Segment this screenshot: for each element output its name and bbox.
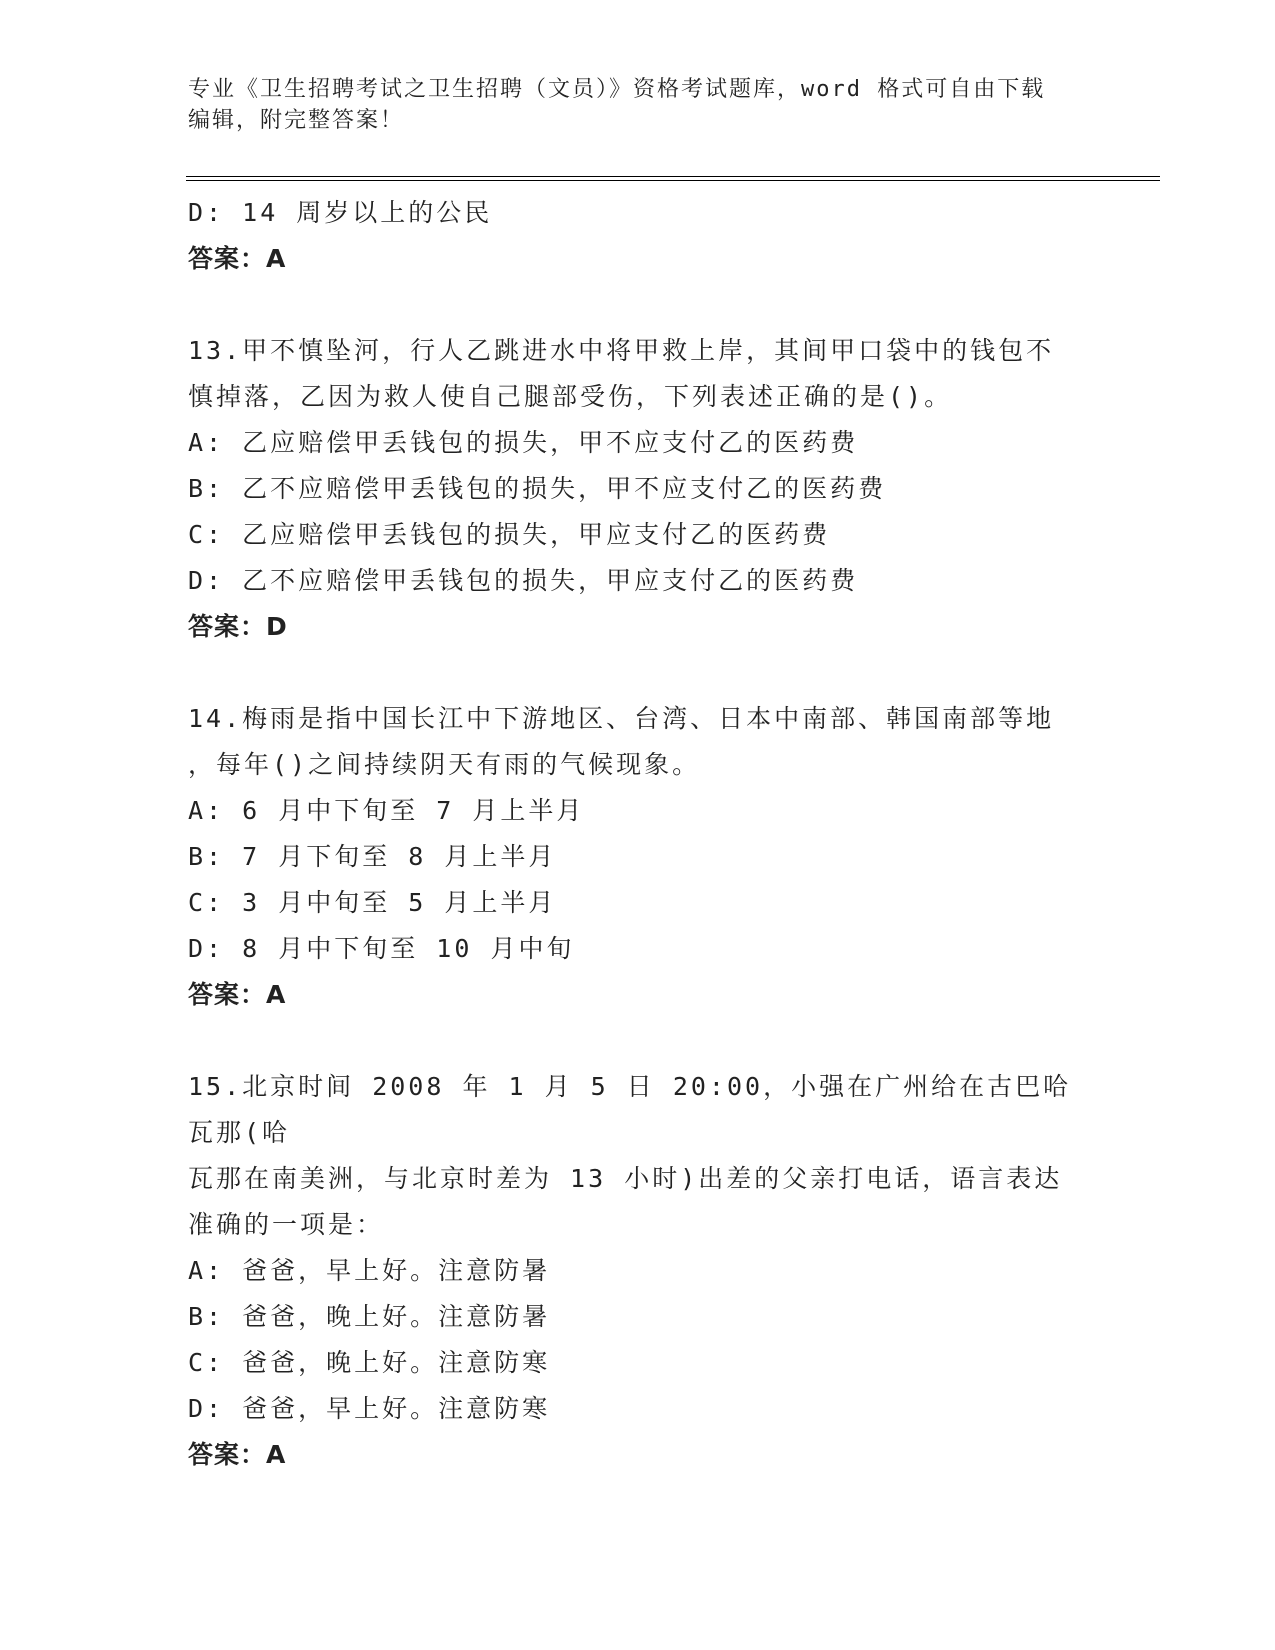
option-c: C: 爸爸，晚上好。注意防寒	[188, 1348, 551, 1377]
previous-question-tail	[188, 190, 1108, 282]
option-d: D: 乙不应赔偿甲丢钱包的损失，甲应支付乙的医药费	[188, 566, 859, 595]
option-a: A: 乙应赔偿甲丢钱包的损失，甲不应支付乙的医药费	[188, 428, 859, 457]
answer-line: 答案：D	[188, 612, 288, 641]
option-d: D: 14 周岁以上的公民	[188, 198, 493, 227]
option-d: D: 8 月中下旬至 10 月中旬	[188, 934, 575, 963]
option-c: C: 乙应赔偿甲丢钱包的损失，甲应支付乙的医药费	[188, 520, 831, 549]
question-list	[188, 190, 1108, 1478]
question-stem: 13.甲不慎坠河，行人乙跳进水中将甲救上岸，其间甲口袋中的钱包不 慎掉落，乙因为救人使自己腿部受伤，下列表述正确的是()。	[188, 336, 1055, 411]
spacer	[188, 282, 1108, 328]
spacer	[188, 650, 1108, 696]
header-line-1: 专业《卫生招聘考试之卫生招聘（文员）》资格考试题库，word 格式可自由下载	[188, 77, 1046, 102]
option-c: C: 3 月中旬至 5 月上半月	[188, 888, 557, 917]
option-b: B: 爸爸，晚上好。注意防暑	[188, 1302, 551, 1331]
option-b: B: 乙不应赔偿甲丢钱包的损失，甲不应支付乙的医药费	[188, 474, 887, 503]
question-stem: 15.北京时间 2008 年 1 月 5 日 20:00，小强在广州给在古巴哈瓦那(哈 瓦那在南美洲，与北京时差为 13 小时)出差的父亲打电话，语言表达 准确的一项是：	[188, 1072, 1072, 1239]
question-15	[188, 1064, 1108, 1478]
question-stem: 14.梅雨是指中国长江中下游地区、台湾、日本中南部、韩国南部等地 ，每年()之间持续阴天有雨的气候现象。	[188, 704, 1055, 779]
spacer	[188, 1018, 1108, 1064]
header-divider	[186, 176, 1160, 181]
answer-line: 答案：A	[188, 1440, 287, 1469]
option-b: B: 7 月下旬至 8 月上半月	[188, 842, 557, 871]
option-d: D: 爸爸，早上好。注意防寒	[188, 1394, 551, 1423]
option-a: A: 6 月中下旬至 7 月上半月	[188, 796, 585, 825]
option-a: A: 爸爸，早上好。注意防暑	[188, 1256, 551, 1285]
answer-line: 答案：A	[188, 980, 287, 1009]
question-14	[188, 696, 1108, 1018]
header-line-2: 编辑，附完整答案！	[188, 108, 405, 133]
document-header	[188, 74, 1088, 136]
answer-line: 答案：A	[188, 244, 287, 273]
question-13	[188, 328, 1108, 650]
